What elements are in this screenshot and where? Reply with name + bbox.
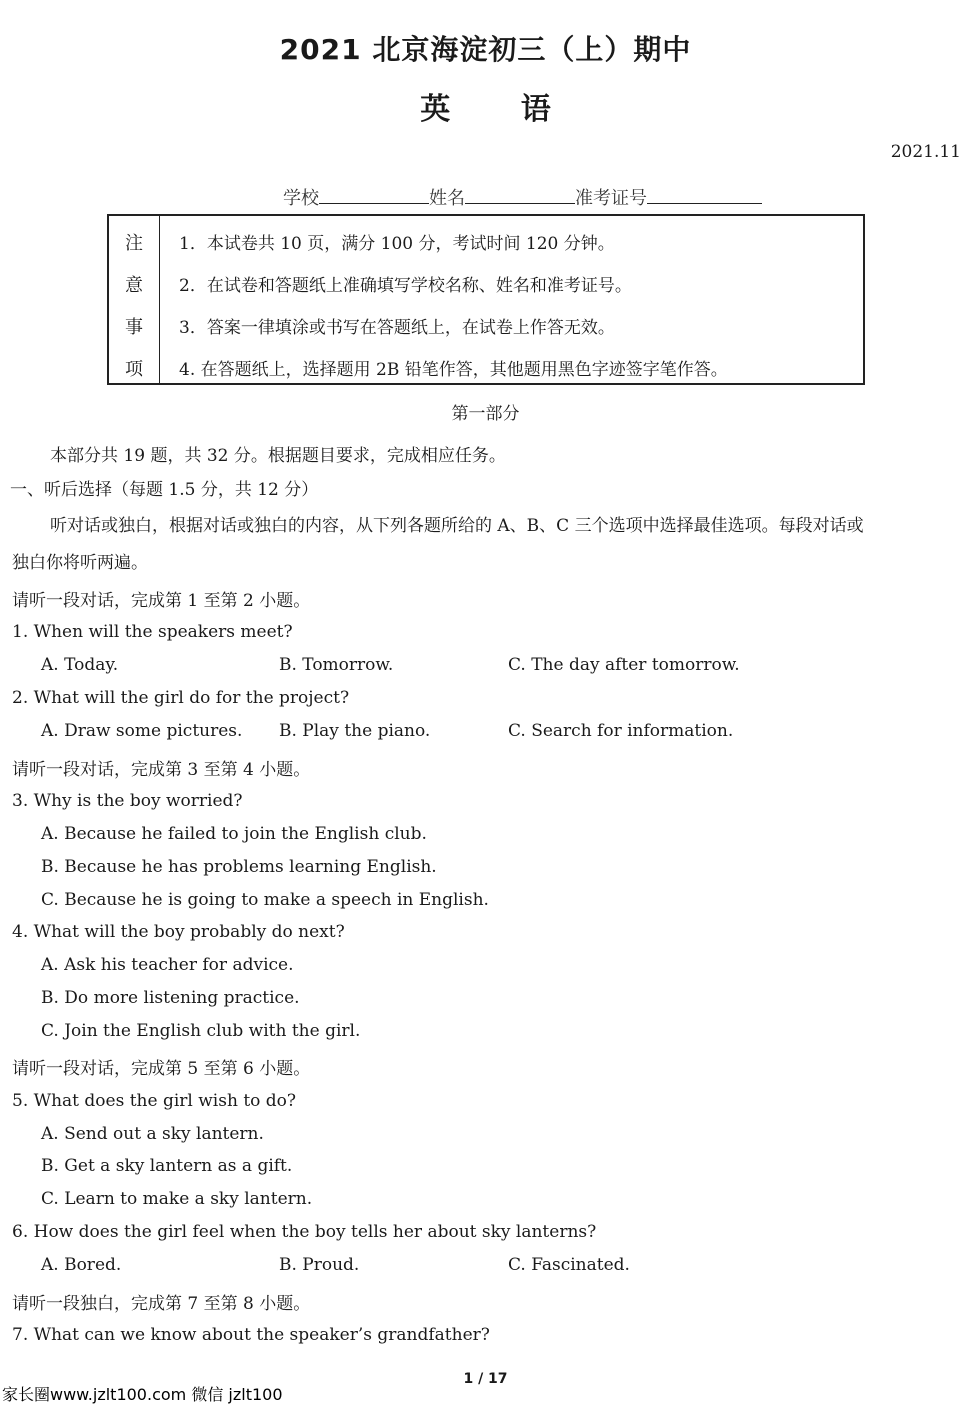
question-stem: 6. How does the girl feel when the boy tells her about sky lanterns?: [12, 1222, 597, 1242]
option-b[interactable]: B. Do more listening practice.: [41, 988, 300, 1008]
exam-id-blank[interactable]: [647, 185, 762, 204]
note-item: 1．本试卷共 10 页，满分 100 分，考试时间 120 分钟。: [179, 234, 615, 254]
instructions-line: 独白你将听两遍。: [12, 553, 148, 573]
exam-date: 2021.11: [890, 142, 961, 162]
listening-cue: 请听一段独白，完成第 7 至第 8 小题。: [12, 1294, 311, 1314]
option-b[interactable]: B. Because he has problems learning English.: [41, 857, 437, 877]
name-label: 姓名: [429, 188, 465, 209]
question-stem: 7. What can we know about the speaker’s grandfather?: [12, 1325, 490, 1345]
notes-label-char: 事: [125, 317, 143, 338]
option-c[interactable]: C. Because he is going to make a speech in English.: [41, 890, 489, 910]
watermark-text: 家长圈www.jzlt100.com 微信 jzlt100: [2, 1385, 283, 1404]
question-stem: 1. When will the speakers meet?: [12, 622, 293, 642]
student-info-line: [283, 184, 762, 210]
listening-cue: 请听一段对话，完成第 1 至第 2 小题。: [12, 591, 311, 611]
option-c[interactable]: C. Search for information.: [508, 721, 734, 741]
option-b[interactable]: B. Proud.: [279, 1255, 360, 1275]
instructions-line: 听对话或独白，根据对话或独白的内容，从下列各题所给的 A、B、C 三个选项中选择最佳选项。每段对话或: [50, 516, 864, 536]
option-c[interactable]: C. Join the English club with the girl.: [41, 1021, 361, 1041]
option-a[interactable]: A. Send out a sky lantern.: [41, 1124, 264, 1144]
notes-label-char: 注: [125, 233, 143, 254]
exam-id-label: 准考证号: [575, 188, 647, 209]
question-stem: 2. What will the girl do for the project?: [12, 688, 350, 708]
option-b[interactable]: B. Get a sky lantern as a gift.: [41, 1156, 293, 1176]
option-a[interactable]: A. Ask his teacher for advice.: [41, 955, 294, 975]
option-c[interactable]: C. Learn to make a sky lantern.: [41, 1189, 313, 1209]
subject-title: 英 语: [420, 92, 551, 127]
notes-label-char: 项: [125, 359, 143, 380]
option-a[interactable]: A. Because he failed to join the English club.: [41, 824, 427, 844]
notes-label-column: [109, 216, 160, 383]
note-item: 3．答案一律填涂或书写在答题纸上，在试卷上作答无效。: [179, 318, 615, 338]
part-intro: 本部分共 19 题，共 32 分。根据题目要求，完成相应任务。: [50, 446, 506, 466]
note-item: 2．在试卷和答题纸上准确填写学校名称、姓名和准考证号。: [179, 276, 632, 296]
notes-label-char: 意: [125, 275, 143, 296]
option-c[interactable]: C. Fascinated.: [508, 1255, 630, 1275]
section-title: 一、听后选择（每题 1.5 分，共 12 分）: [10, 480, 319, 500]
part-heading: 第一部分: [451, 404, 520, 424]
question-stem: 4. What will the boy probably do next?: [12, 922, 345, 942]
question-stem: 5. What does the girl wish to do?: [12, 1091, 297, 1111]
page-title: 2021 北京海淀初三（上）期中: [279, 33, 692, 66]
name-blank[interactable]: [465, 185, 575, 204]
school-blank[interactable]: [319, 185, 429, 204]
page-number: 1 / 17: [463, 1371, 508, 1387]
note-item: 4. 在答题纸上，选择题用 2B 铅笔作答，其他题用黑色字迹签字笔作答。: [179, 360, 728, 380]
option-b[interactable]: B. Tomorrow.: [279, 655, 394, 675]
option-a[interactable]: A. Today.: [41, 655, 119, 675]
listening-cue: 请听一段对话，完成第 3 至第 4 小题。: [12, 760, 311, 780]
listening-cue: 请听一段对话，完成第 5 至第 6 小题。: [12, 1059, 311, 1079]
option-c[interactable]: C. The day after tomorrow.: [508, 655, 740, 675]
option-b[interactable]: B. Play the piano.: [279, 721, 431, 741]
notes-box: [107, 214, 865, 385]
school-label: 学校: [283, 188, 319, 209]
option-a[interactable]: A. Bored.: [41, 1255, 122, 1275]
option-a[interactable]: A. Draw some pictures.: [41, 721, 243, 741]
question-stem: 3. Why is the boy worried?: [12, 791, 243, 811]
